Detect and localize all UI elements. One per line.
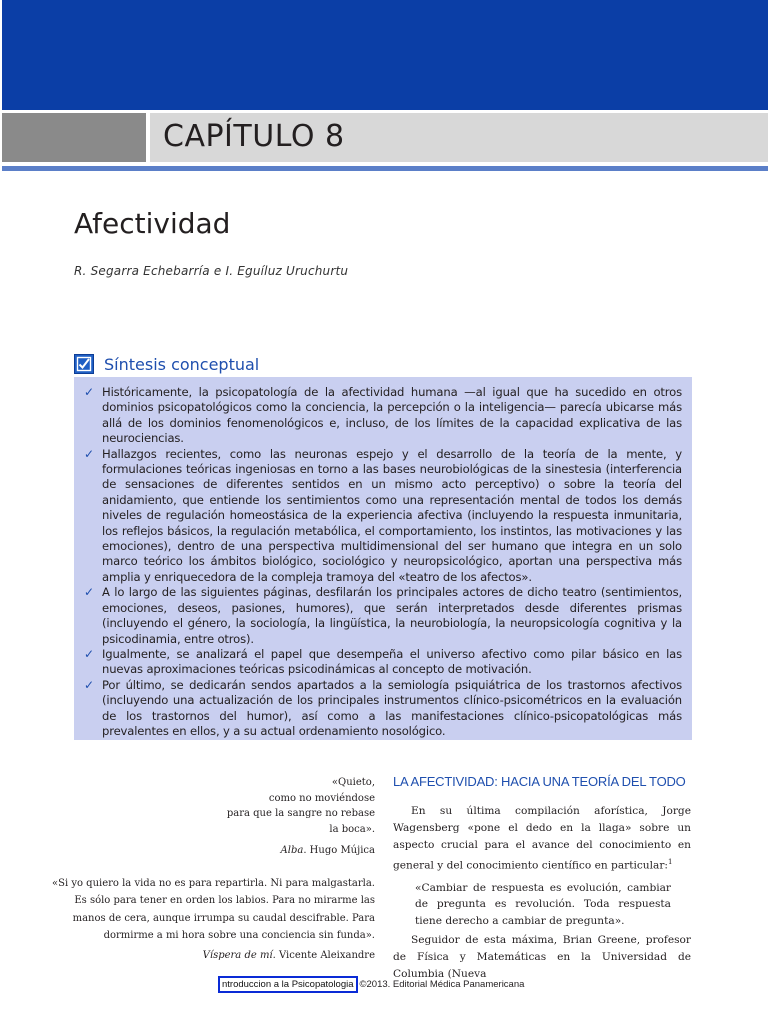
synthesis-list bbox=[84, 385, 682, 739]
synthesis-item bbox=[84, 678, 682, 740]
check-bullet-icon: ✓ bbox=[84, 446, 94, 461]
footnote-ref[interactable]: 1 bbox=[667, 858, 673, 866]
body-paragraph bbox=[393, 803, 691, 875]
epigraph bbox=[40, 775, 375, 963]
poem-line: la boca». bbox=[329, 823, 375, 835]
synthesis-item bbox=[84, 647, 682, 678]
check-bullet-icon: ✓ bbox=[84, 646, 94, 661]
poem-work: Alba bbox=[280, 845, 304, 856]
synthesis-item-text: Históricamente, la psicopatología de la afectividad humana —al igual que ha sucedido en otros dominios psicopatológicos como la conciencia, la percepción o la inteligencia— parecía ubicarse más allá de los dominios fenomenológicos e, incluso, de los límites de la capacidad explicativa de las neurociencias. bbox=[102, 385, 682, 446]
poem-line: «Quieto, bbox=[331, 777, 375, 788]
poem-attribution bbox=[40, 843, 375, 859]
synthesis-header bbox=[74, 352, 259, 376]
prose-quote: «Si yo quiero la vida no es para repartirla. Ni para malgastarla. Es sólo para tener en orden los labios. Para no mirarme las manos de cera, aunque irrumpa su caudal descifrable. Para dormirme a mi hora sobre una conciencia sin funda». bbox=[51, 877, 375, 941]
synthesis-title: Síntesis conceptual bbox=[104, 354, 260, 374]
paragraph-text: En su última compilación aforística, Jorge Wagensberg «pone el dedo en la llaga» sobre un aspecto crucial para el avance del conocimiento en general y del conocimiento científico en particular: bbox=[393, 805, 691, 872]
check-bullet-icon: ✓ bbox=[84, 677, 94, 692]
body-column bbox=[393, 774, 691, 983]
block-quote: «Cambiar de respuesta es evolución, cambiar de pregunta es revolución. Toda respuesta tiene derecho a cambiar de pregunta». bbox=[415, 881, 671, 927]
chapter-label: CAPÍTULO 8 bbox=[163, 119, 345, 154]
poem-quote bbox=[40, 775, 375, 837]
poem-line: para que la sangre no rebase bbox=[226, 808, 375, 819]
book-link[interactable]: ntroduccion a la Psicopatologia bbox=[218, 976, 358, 993]
check-bullet-icon: ✓ bbox=[84, 385, 94, 399]
poem-line: como no moviéndose bbox=[268, 792, 375, 804]
synthesis-item bbox=[84, 385, 682, 447]
prose-author: . Vicente Aleixandre bbox=[272, 949, 375, 961]
page-title: Afectividad bbox=[74, 207, 231, 240]
poem-author: . Hugo Mújica bbox=[303, 845, 375, 856]
footer bbox=[218, 976, 524, 993]
body-paragraph: Seguidor de esta máxima, Brian Greene, profesor de Física y Matemáticas en la Universidad de Columbia (Nueva bbox=[393, 934, 691, 981]
prose-attribution bbox=[40, 948, 375, 964]
synthesis-item-text: Por último, se dedicarán sendos apartados a la semiología psiquiátrica de los trastornos afectivos (incluyendo una actualización de los principales instrumentos clínico-psicométricos en la evaluación de los trastornos del humor), así como a las manifestaciones clínico-psicopatológicas más prevalentes en ellos, y a su actual ordenamiento nosológico. bbox=[102, 677, 682, 738]
chapter-tab-left bbox=[2, 113, 146, 162]
synthesis-item bbox=[84, 585, 682, 647]
synthesis-box bbox=[74, 377, 692, 740]
synthesis-item-text: Hallazgos recientes, como las neuronas espejo y el desarrollo de la teoría de la mente, y formulaciones teóricas ingeniosas en torno a las bases neurobiológicas de la sinestesia (interferencia de sensaciones de diferentes sentidos en un mismo acto perceptivo) o sobre la teoría del anidamiento, que entiende los sentimientos como una representación mental de todos los demás niveles de regulación homeostásica de la experiencia afectiva (incluyendo la respuesta inmunitaria, los reflejos básicos, la regulación metabólica, el comportamiento, los instintos, las motivaciones y las emociones), dentro de una perspectiva multidimensional del ser humano que integra en un solo marco teórico los ámbitos biológico, sociológico y neuropsicológico, aportan una perspectiva más amplia y enriquecedora de la compleja tramoya del «teatro de los afectos». bbox=[102, 446, 682, 584]
synthesis-item bbox=[84, 447, 682, 586]
check-icon bbox=[76, 356, 92, 372]
header-band bbox=[2, 0, 768, 110]
synthesis-item-text: Igualmente, se analizará el papel que desempeña el universo afectivo como pilar básico en las nuevas aproximaciones teóricas psicodinámicas al concepto de motivación. bbox=[102, 646, 682, 677]
check-bullet-icon: ✓ bbox=[84, 585, 94, 600]
synthesis-item-text: A lo largo de las siguientes páginas, desfilarán los principales actores de dicho teatro (sentimientos, emociones, deseos, pasiones, humores), que serán interpretados desde diferentes prismas (incluyendo el género, la sociología, la lingüística, la neurobiología, la neuropsicología cognitiva y la psicodinamia, entre otros). bbox=[102, 585, 682, 646]
chapter-rule bbox=[2, 166, 768, 171]
checkbox-icon bbox=[74, 354, 94, 374]
copyright-text: ©2013. Editorial Médica Panamericana bbox=[359, 979, 525, 990]
prose-work: Víspera de mí bbox=[202, 949, 273, 961]
authors: R. Segarra Echebarría e I. Eguíluz Uruchurtu bbox=[74, 264, 349, 278]
section-heading: LA AFECTIVIDAD: HACIA UNA TEORÍA DEL TODO bbox=[393, 774, 686, 789]
